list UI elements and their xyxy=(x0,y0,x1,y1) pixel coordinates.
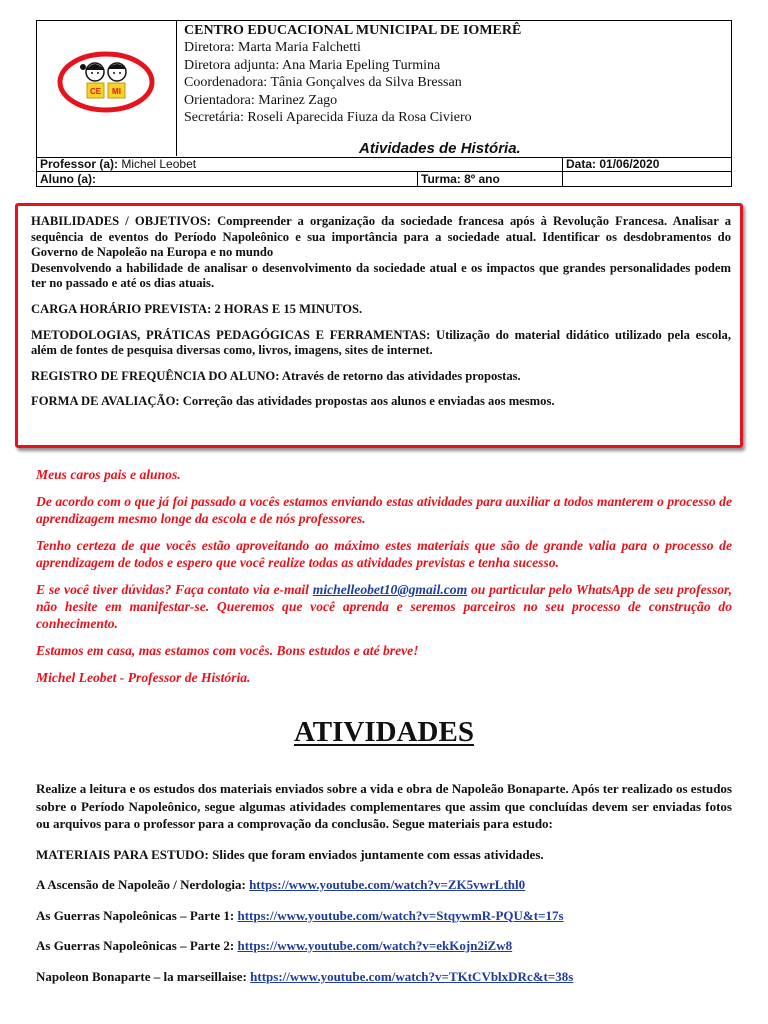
video-link-label: A Ascensão de Napoleão / Nerdologia: xyxy=(36,877,250,892)
staff-secretary: Secretária: Roseli Aparecida Fiuza da Rosa Civiero xyxy=(184,110,472,126)
habilidades-paragraph xyxy=(31,214,731,292)
professor-name: Michel Leobet xyxy=(121,157,197,171)
metodologias-paragraph xyxy=(31,328,731,359)
registro-paragraph xyxy=(31,369,731,385)
school-name: CENTRO EDUCACIONAL MUNICIPAL DE IOMERÊ xyxy=(184,23,522,38)
habilidades-label: HABILIDADES / OBJETIVOS: xyxy=(31,214,211,228)
staff-coordinator: Coordenadora: Tânia Gonçalves da Silva Bressan xyxy=(184,75,462,91)
video-link-label: As Guerras Napoleônicas – Parte 2: xyxy=(36,938,238,953)
avaliacao-label: FORMA DE AVALIAÇÃO: xyxy=(31,394,180,409)
video-link[interactable]: https://www.youtube.com/watch?v=TKtCVblxDRc&t=38s xyxy=(250,968,574,984)
empty-cell xyxy=(562,172,731,186)
subject-title: Atividades de História. xyxy=(359,140,521,157)
staff-director: Diretora: Marta Maria Falchetti xyxy=(184,40,361,56)
professor-row xyxy=(36,157,732,172)
video-link-item xyxy=(36,876,732,894)
letter-paragraph-4: Estamos em casa, mas estamos com vocês. Bons estudos e até breve! xyxy=(36,643,419,658)
video-link[interactable]: https://www.youtube.com/watch?v=ekKojn2iZw8 xyxy=(237,938,513,953)
student-row xyxy=(36,172,732,187)
activities-block xyxy=(36,780,732,998)
letter-p3-before: E se você tiver dúvidas? Faça contato via e-mail xyxy=(36,582,313,597)
metodologias-label: METODOLOGIAS, PRÁTICAS PEDAGÓGICAS E FERRAMENTAS: xyxy=(31,327,431,342)
letter-paragraph-2: Tenho certeza de que vocês estão aproveitando ao máximo estes materiais que são de grande valia para o processo de aprendizagem de todos e espero que você realize todas as atividades previstas e tenha sucesso. xyxy=(36,538,732,570)
video-link-item xyxy=(36,937,732,955)
staff-counselor: Orientadora: Marinez Zago xyxy=(184,92,338,108)
activities-heading xyxy=(0,716,768,749)
avaliacao-paragraph xyxy=(31,394,731,410)
materials-line: MATERIAIS PARA ESTUDO: Slides que foram enviados juntamente com essas atividades. xyxy=(36,846,544,862)
avaliacao-text: Correção das atividades propostas aos alunos e enviadas aos mesmos. xyxy=(182,394,555,409)
school-logo-icon xyxy=(57,50,155,114)
logo-cell xyxy=(36,20,177,156)
habilidades-text-2: Desenvolvendo a habilidade de analisar o desenvolvimento da sociedade atual e os impactos que grandes personalidades podem ter no passado e até os dias atuais. xyxy=(31,260,731,291)
objectives-box xyxy=(15,203,743,448)
letter-greeting: Meus caros pais e alunos. xyxy=(36,467,181,482)
letter-p3-after: ou particular pelo WhatsApp de seu professor, não hesite em manifestar-se. Queremos que você aprenda e seremos parceiros no seu processo de construção do conhecimento. xyxy=(36,582,732,631)
letter-paragraph-1: De acordo com o que já foi passado a vocês estamos enviando estas atividades para auxiliar a todos manterem o processo de aprendizagem mesmo longe da escola e de nós professores. xyxy=(36,494,732,526)
letter-signature: Michel Leobet - Professor de História. xyxy=(36,670,251,685)
activities-title: ATIVIDADES xyxy=(294,716,474,748)
email-link[interactable]: michelleobet10@gmail.com xyxy=(312,582,468,597)
registro-label: REGISTRO DE FREQUÊNCIA DO ALUNO: xyxy=(31,368,280,383)
svg-text:CE: CE xyxy=(89,87,102,96)
habilidades-text: Compreender a organização da sociedade francesa após à Revolução Francesa. Analisar a sequência de eventos do Período Napoleônico e sua importância para a sociedade atual. Identificar os desdobramentos do Governo de Napoleão na Europa e no mundo xyxy=(31,214,731,260)
video-link[interactable]: https://www.youtube.com/watch?v=ZK5vwrLthl0 xyxy=(249,877,526,892)
letter-block xyxy=(36,466,732,696)
svg-text:MI: MI xyxy=(112,87,121,96)
letter-paragraph-3 xyxy=(36,581,732,632)
date-field: Data: 01/06/2020 xyxy=(562,157,731,171)
video-link-item xyxy=(36,968,732,986)
carga-paragraph: CARGA HORÁRIO PREVISTA: 2 HORAS E 15 MINUTOS. xyxy=(31,301,363,316)
staff-deputy-director: Diretora adjunta: Ana Maria Epeling Turmina xyxy=(184,57,441,73)
video-link-label: As Guerras Napoleônicas – Parte 1: xyxy=(36,907,238,923)
student-field: Aluno (a): xyxy=(40,172,96,186)
class-field: Turma: 8º ano xyxy=(417,172,562,186)
professor-label: Professor (a): xyxy=(40,157,119,171)
metodologias-text: Utilização do material didático utilizado pela escola, além de fontes de pesquisa diversas como, livros, imagens, sites de internet. xyxy=(31,327,731,358)
header-lines xyxy=(184,22,521,126)
registro-text: Através de retorno das atividades propostas. xyxy=(281,368,521,383)
video-link-item xyxy=(36,907,732,925)
video-link-label: Napoleon Bonaparte – la marseillaise: xyxy=(36,968,251,984)
video-link[interactable]: https://www.youtube.com/watch?v=StqywmR-PQU&t=17s xyxy=(237,907,564,923)
activities-intro: Realize a leitura e os estudos dos materiais enviados sobre a vida e obra de Napoleão Bonaparte. Após ter realizado os estudos sobre o Período Napoleônico, segue algumas atividades complementares que assim que concluídas devem ser enviadas fotos ou arquivos para o professor para a comprovação da conclusão. Segue materiais para estudo: xyxy=(36,781,732,831)
